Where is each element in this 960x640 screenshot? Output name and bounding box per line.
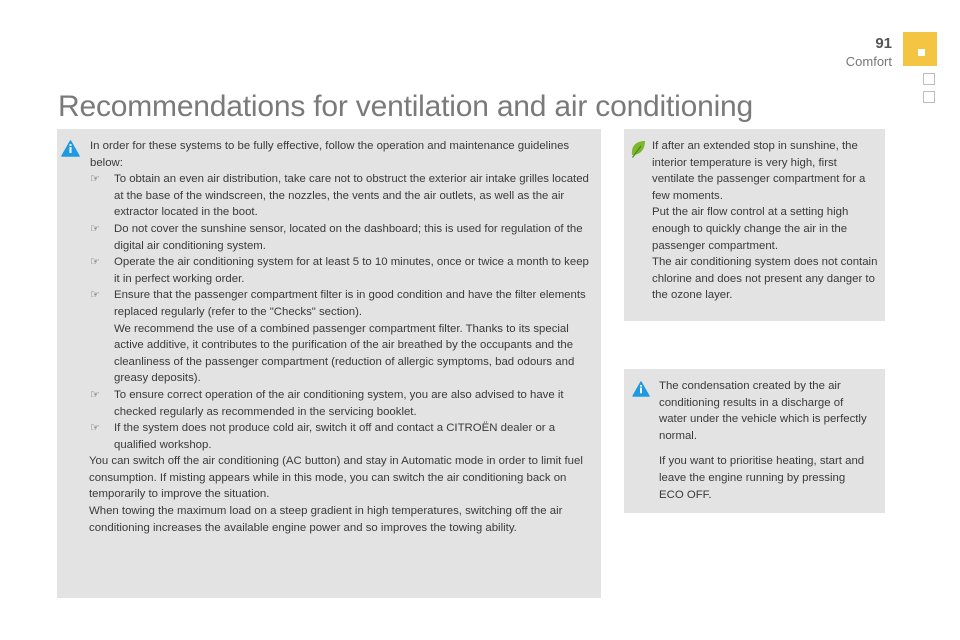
note-paragraph: If you want to prioritise heating, start and leave the engine running by pressing ECO OFF. bbox=[659, 455, 865, 501]
recommendations-panel bbox=[57, 129, 601, 598]
pointing-hand-icon: ☞ bbox=[90, 173, 100, 186]
pointing-hand-icon: ☞ bbox=[90, 289, 100, 302]
list-item-text: To obtain an even air distribution, take care not to obstruct the exterior air intake grilles located at the base of the windscreen, the nozzles, the vents and the air outlets, as well as the air extractor located in the boot. bbox=[114, 173, 589, 219]
outro-text-ac: You can switch off the air conditioning (AC button) and stay in Automatic mode in order to limit fuel consumption. If misting appears while in this mode, you can switch the air conditioning back on temporarily to improve the situation. bbox=[89, 455, 583, 501]
chapter-tab-marker bbox=[918, 49, 925, 56]
list-item bbox=[90, 221, 596, 254]
chapter-tab-box-2 bbox=[923, 91, 935, 103]
tip-paragraph: Put the air flow control at a setting high enough to quickly change the air in the passenger compartment. bbox=[652, 206, 849, 252]
list-item bbox=[90, 171, 596, 221]
pointing-hand-icon: ☞ bbox=[90, 422, 100, 435]
pointing-hand-icon: ☞ bbox=[90, 222, 100, 235]
list-item-text: If the system does not produce cold air, switch it off and contact a CITROËN dealer or a qualified workshop. bbox=[114, 422, 556, 451]
list-item-text: To ensure correct operation of the air conditioning system, you are also advised to have it checked regularly as recommended in the servicing booklet. bbox=[114, 388, 564, 418]
list-item-extra-text: We recommend the use of a combined passenger compartment filter. Thanks to its special active additive, it contributes to the purification of the air breathed by the occupants and the cleanliness of the passenger compartment (reduction of allergic symptoms, bad odours and greasy deposits). bbox=[114, 322, 575, 385]
info-icon bbox=[61, 140, 80, 157]
list-item-text: Ensure that the passenger compartment filter is in good condition and have the filter elements replaced regularly (refer to the "Checks" section). bbox=[114, 289, 586, 318]
eco-leaf-icon bbox=[630, 140, 647, 159]
outro-text-towing: When towing the maximum load on a steep gradient in high temperatures, switching off the air conditioning increases the available engine power and so improves the towing ability. bbox=[89, 505, 563, 534]
list-item bbox=[90, 254, 596, 287]
list-item bbox=[90, 287, 596, 387]
eco-tip-text bbox=[652, 138, 880, 304]
intro-text: In order for these systems to be fully effective, follow the operation and maintenance guidelines below: bbox=[90, 140, 570, 169]
recommendations-text bbox=[90, 138, 596, 536]
list-item bbox=[90, 420, 596, 453]
eco-tip-panel bbox=[624, 129, 885, 321]
section-label: Comfort bbox=[845, 54, 892, 69]
tip-paragraph: The air conditioning system does not contain chlorine and does not present any danger to the ozone layer. bbox=[652, 256, 878, 302]
guideline-list bbox=[90, 171, 596, 453]
list-item-text: Do not cover the sunshine sensor, located on the dashboard; this is used for regulation of the digital air conditioning system. bbox=[114, 222, 583, 252]
info-icon bbox=[632, 381, 650, 397]
chapter-tab-box-1 bbox=[923, 73, 935, 85]
page-number: 91 bbox=[875, 35, 892, 52]
condensation-note-panel bbox=[624, 369, 885, 513]
note-paragraph: The condensation created by the air conditioning results in a discharge of water under the vehicle which is perfectly normal. bbox=[659, 380, 867, 442]
list-item bbox=[90, 387, 596, 420]
tip-paragraph: If after an extended stop in sunshine, the interior temperature is very high, first ventilate the passenger compartment for a few moments. bbox=[652, 140, 866, 202]
page-title: Recommendations for ventilation and air conditioning bbox=[58, 90, 754, 123]
condensation-note-text bbox=[659, 378, 871, 503]
pointing-hand-icon: ☞ bbox=[90, 388, 100, 401]
list-item-text: Operate the air conditioning system for at least 5 to 10 minutes, once or twice a month to keep it in perfect working order. bbox=[114, 256, 589, 285]
pointing-hand-icon: ☞ bbox=[90, 256, 100, 269]
